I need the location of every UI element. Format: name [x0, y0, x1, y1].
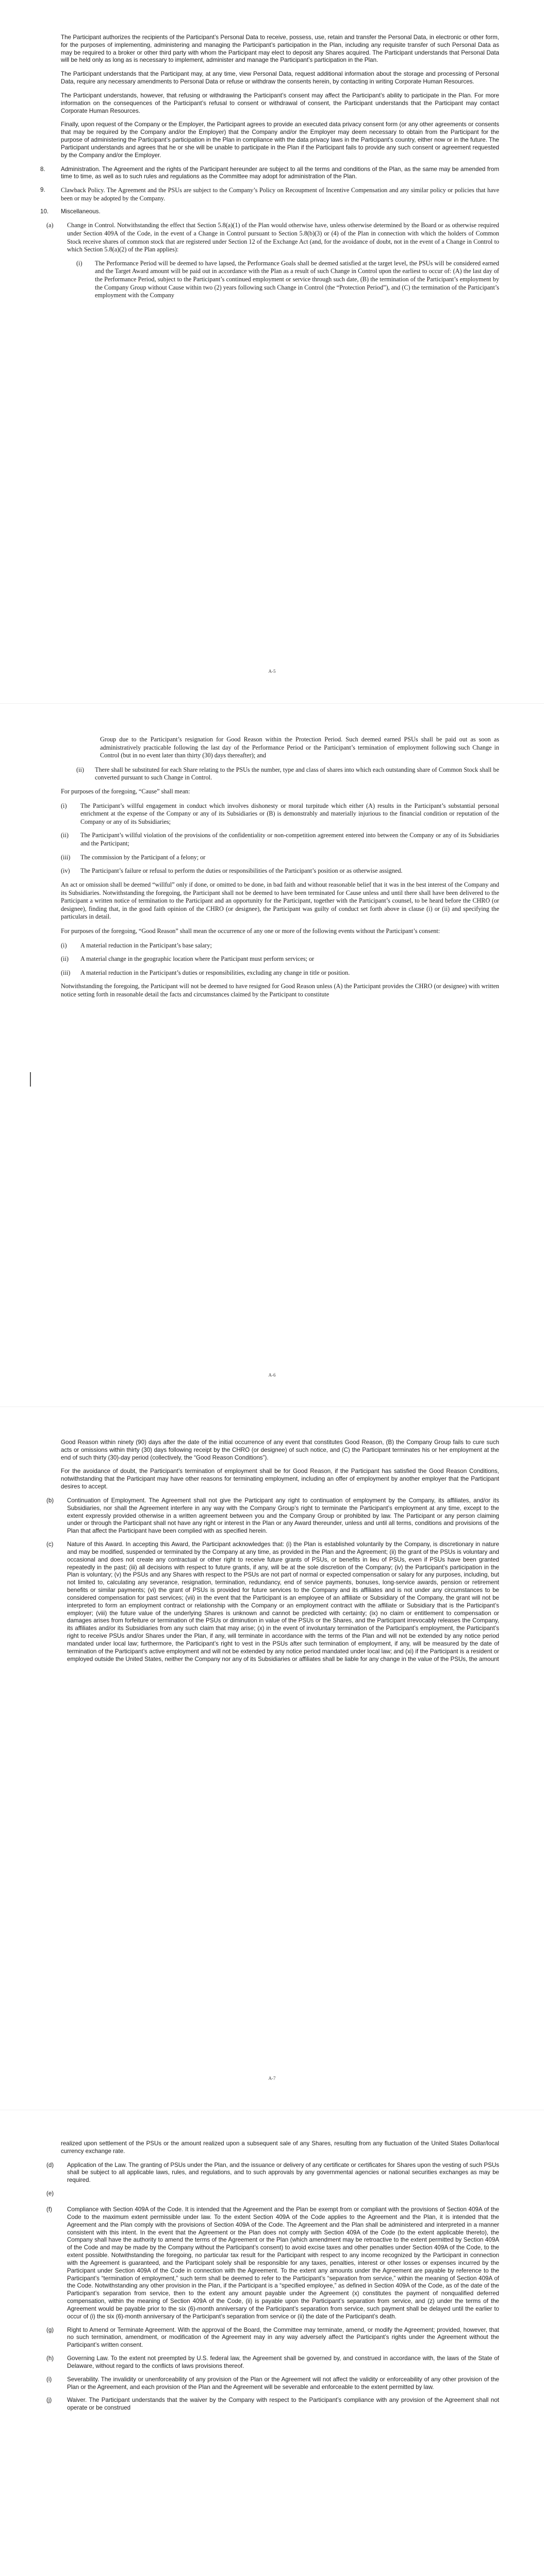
clause-a-ii — [40, 766, 499, 782]
clause-label: (j) — [46, 2397, 52, 2404]
clause-label: (i) — [46, 2376, 52, 2383]
clause-c-nature-of-award — [40, 1541, 499, 1663]
clause-c-continued: realized upon settlement of the PSUs or the amount realized upon a subsequent sale of any Shares, resulting from any fluctuation of the United States Dollar/local currency exchange rate. — [61, 2140, 499, 2155]
revision-change-bar — [30, 1072, 31, 1087]
clause-text: Governing Law. To the extent not preempted by U.S. federal law, the Agreement shall be governed by, and construed in accordance with, the laws of the State of Delaware, without regard to the conflicts of laws provisions thereof. — [67, 2355, 499, 2369]
clause-text: Compliance with Section 409A of the Code. It is intended that the Agreement and the Plan be exempt from or compliant with the provisions of Section 409A of the Code to the maximum extent permissible under law. To the extent Section 409A of the Code applies to the Agreement and the Plan, it is intended that the Agreement and the Plan comply with the provisions of Section 409A of the Code. The Agreement and the Plan shall be administered and interpreted in a manner consistent with this intent. In the event that the Agreement or the Plan does not comply with Section 409A of the Code (to the extent applicable thereto), the Company shall have the authority to amend the terms of the Agreement or the Plan (which amendment may be retroactive to the extent permitted by Section 409A of the Code and may be made by the Company without the Participant’s consent) to avoid excise taxes and other penalties under Section 409A of the Code, to the extent possible. Notwithstanding the foregoing, no particular tax result for the Participant with respect to any income recognized by the Participant in connection with the Agreement is guaranteed, and the Participant solely shall be responsible for any taxes, penalties, interest or other losses or expenses incurred by the Participant under Section 409A of the Code in connection with the Agreement. To the extent any amounts under the Agreement are payable by reference to the Participant’s “termination of employment,” such term shall be deemed to refer to the Participant’s “separation from service,” within the meaning of Section 409A of the Code. Notwithstanding any other provision in the Plan, if the Participant is a “specified employee,” as defined in Section 409A of the Code, as of the date of the Participant’s separation from service, then to the extent any amount payable under the Agreement (x) constitutes the payment of nonqualified deferred compensation, within the meaning of Section 409A of the Code, (ii) is payable upon the Participant’s separation from service, and (z) under the terms of the Agreement would be payable prior to the six (6)-month anniversary of the Participant’s separation from service, such payment shall be delayed until the earlier to occur of (i) the six (6)-month anniversary of the Participant’s separation from service or (ii) the date of the Participant’s death. — [67, 2206, 499, 2320]
clause-text: Change in Control. Notwithstanding the effect that Section 5.8(a)(1) of the Plan would otherwise have, unless otherwise determined by the Board or as otherwise required under Section 409A of the Code, in the event of a Change in Control pursuant to Section 5.8(b)(3) or (4) of the Plan in connection with which the holders of Common Stock receive shares of common stock that are registered under Section 12 of the Exchange Act (and, for the avoidance of doubt, not in the event of a Change in Control to which Section 5.8(a)(2) of the Plan applies): — [67, 222, 499, 253]
clause-f-section-409a — [40, 2206, 499, 2320]
item-label: (iii) — [61, 853, 71, 861]
good-reason-item-iii — [40, 969, 499, 977]
item-label: (iii) — [61, 969, 71, 976]
cause-definition-intro: For purposes of the foregoing, “Cause” shall mean: — [61, 788, 190, 795]
clause-label: (e) — [46, 2190, 54, 2197]
paragraph-data-privacy-form: Finally, upon request of the Company or the Employer, the Participant agrees to provide an executed data privacy consent form (or any other agreements or consents that may be required by the Company and/or the Employer) that the Company and/or the Employer may deem necessary to obtain from the Participant for the purpose of administering the Participant’s participation in the Plan in compliance with the data privacy laws in the Participant’s country, either now or in the future. The Participant understands and agrees that he or she will be unable to participate in the Plan if the Participant fails to provide any such consent or agreement requested by the Company and/or the Employer. — [61, 121, 499, 159]
section-number: 10. — [40, 208, 49, 215]
clause-label: (g) — [46, 2326, 54, 2333]
item-text: The Participant’s failure or refusal to perform the duties or responsibilities of the Participant’s position or as otherwise assigned. — [80, 867, 403, 875]
item-label: (i) — [61, 941, 67, 949]
good-reason-item-i — [40, 942, 499, 950]
item-text: A material change in the geographic location where the Participant must perform services; or — [80, 955, 315, 963]
page-number: A-5 — [268, 669, 276, 674]
item-label: (ii) — [61, 955, 69, 963]
clause-label: (f) — [46, 2206, 52, 2213]
clause-a-i-continued: Group due to the Participant’s resignation for Good Reason within the Protection Period. Such deemed earned PSUs shall be paid out as soon as administratively practicable following the last day of the Performance Period or the Participant’s termination of employment following such Change in Control (but in no event later than thirty (30) days thereafter); and — [100, 736, 499, 759]
document-page-a7 — [0, 1406, 544, 2110]
paragraph-view-personal-data: The Participant understands that the Participant may, at any time, view Personal Data, request additional information about the storage and processing of Personal Data, require any necessary amendments to Personal Data or refuse or withdraw the consents herein, by contacting in writing Corporate Human Resources. — [61, 71, 499, 86]
good-reason-continued: Good Reason within ninety (90) days after the date of the initial occurrence of any event that constitutes Good Reason, (B) the Company Group fails to cure such acts or omissions within thirty (30) days following receipt by the CHRO (or designee) of such notice, and (C) the Participant terminates his or her employment at the end of such thirty (30)-day period (collectively, the “Good Reason Conditions”). — [61, 1439, 499, 1461]
page-a6-body — [40, 736, 499, 1005]
item-label: (i) — [61, 802, 67, 809]
good-reason-avoidance-paragraph: For the avoidance of doubt, the Participant’s termination of employment shall be for Good Reason, if the Participant has satisfied the Good Reason Conditions, notwithstanding that the Participant may have other reasons for terminating employment, including an offer of employment by another employer that the Participant desires to accept. — [61, 1468, 499, 1490]
paragraph-consent-withdrawal: The Participant understands, however, that refusing or withdrawing the Participant’s consent may affect the Participant’s ability to participate in the Plan. For more information on the consequences of the Participant’s refusal to consent or withdrawal of consent, the Participant understands that the Participant may contact Corporate Human Resources. — [61, 92, 499, 114]
clause-label: (ii) — [76, 766, 84, 773]
clause-text: There shall be substituted for each Share relating to the PSUs the number, type and class of shares into which each outstanding share of Common Stock shall be converted pursuant to such Change in Control. — [95, 766, 499, 782]
clause-label: (c) — [46, 1541, 54, 1548]
good-reason-notice-paragraph: Notwithstanding the foregoing, the Participant will not be deemed to have resigned for Good Reason unless (A) the Participant provides the CHRO (or designee) with written notice setting forth in reasonable detail the facts and circumstances claimed by the Participant to constitute — [61, 982, 499, 998]
cause-item-iii — [40, 854, 499, 862]
clause-a-change-in-control — [40, 222, 499, 253]
clause-text: Continuation of Employment. The Agreement shall not give the Participant any right to continuation of employment by the Company, its affiliates, and/or its Subsidiaries, nor shall the Agreement interfere in any way with the Company Group’s right to terminate the Participant’s employment at any time, except to the extent expressly provided otherwise in a written agreement between you and the Company Group or prohibited by law. The Participant or any person claiming under or through the Participant shall not have any right or interest in the Plan or any Award thereunder, unless and until all terms, conditions and provisions of the Plan that affect the Participant have been complied with as specified herein. — [67, 1497, 499, 1535]
cause-item-ii — [40, 832, 499, 848]
clause-label: (d) — [46, 2161, 54, 2168]
document-page-a8 — [0, 2110, 544, 2576]
clause-j-waiver — [40, 2397, 499, 2412]
willful-definition: An act or omission shall be deemed “willful” only if done, or omitted to be done, in bad faith and without reasonable belief that it was in the best interest of the Company and its Subsidiaries. Notwithstanding the foregoing, the Participant shall not be deemed to have been terminated for Cause unless and until there shall have been delivered to the Participant a written notice of termination to the Participant and an opportunity for the Participant, together with the Participant’s counsel, to be heard before the CHRO (or designee), finding that, in the good faith opinion of the CHRO (or designee), the Participant was guilty of conduct set forth above in clause (i) or (ii) and specifying the particulars in detail. — [61, 880, 499, 921]
item-label: (iv) — [61, 867, 70, 875]
clause-b-continuation-of-employment — [40, 1497, 499, 1535]
item-text: A material reduction in the Participant’s base salary; — [80, 941, 212, 949]
good-reason-definition-intro: For purposes of the foregoing, “Good Reason” shall mean the occurrence of any one or more of the following events without the Participant’s consent: — [61, 927, 440, 935]
clause-text: Right to Amend or Terminate Agreement. With the approval of the Board, the Committee may terminate, amend, or modify the Agreement; provided, however, that no such termination, amendment, or modification of the Agreement may in any way adversely affect the Participant’s rights under the Agreement without the Participant’s written consent. — [67, 2326, 499, 2349]
clause-d-application-of-law — [40, 2162, 499, 2184]
document-page-a6 — [0, 703, 544, 1407]
item-text: The Participant’s willful engagement in conduct which involves dishonesty or moral turpitude which either (A) results in the Participant’s substantial personal enrichment at the expense of the Company or any of its Subsidiaries or (B) is demonstrably and materially injurious to the financial condition or reputation of the Company or any of its Subsidiaries; — [80, 802, 499, 825]
clause-h-governing-law — [40, 2355, 499, 2370]
section-title: Miscellaneous. — [61, 208, 101, 215]
section-10-miscellaneous — [40, 208, 499, 216]
clause-a-i — [40, 260, 499, 300]
clause-label: (h) — [46, 2355, 54, 2362]
page-a5-body — [40, 34, 499, 306]
clause-text: Severability. The invalidity or unenforceability of any provision of the Plan or the Agreement will not affect the validity or enforceability of any other provision of the Plan or the Agreement, and each provision of the Plan and the Agreement will be severable and enforceable to the extent permitted by law. — [67, 2376, 499, 2391]
item-text: A material reduction in the Participant’s duties or responsibilities, excluding any change in title or position. — [80, 969, 350, 976]
item-text: The commission by the Participant of a felony; or — [80, 853, 206, 861]
clause-label: (b) — [46, 1497, 54, 1504]
section-text: Administration. The Agreement and the rights of the Participant hereunder are subject to all the terms and conditions of the Plan, as the same may be amended from time to time, as well as to such rules and regulations as the Committee may adopt for administration of the Plan. — [61, 165, 499, 180]
clause-text: Application of the Law. The granting of PSUs under the Plan, and the issuance or delivery of any certificate or certificates for Shares upon the vesting of such PSUs shall be subject to all applicable laws, rules, and regulations, and to such approvals by any governmental agencies or national securities exchanges as may be required. — [67, 2161, 499, 2184]
clause-label: (i) — [76, 259, 83, 267]
clause-i-severability — [40, 2376, 499, 2392]
page-number: A-6 — [268, 1372, 276, 1378]
clause-label: (a) — [46, 222, 54, 229]
good-reason-item-ii — [40, 955, 499, 963]
cause-item-iv — [40, 867, 499, 875]
document-page-a5 — [0, 0, 544, 703]
clause-text: Nature of this Award. In accepting this Award, the Participant acknowledges that: (i) the Plan is established voluntarily by the Company, is discretionary in nature and may be modified, suspended or terminated by the Company at any time, as provided in the Plan and the Agreement; (ii) the grant of the PSUs is voluntary and occasional and does not create any contractual or other right to receive future grants of PSUs, or benefits in lieu of PSUs, even if PSUs have been granted repeatedly in the past; (iii) all decisions with respect to future grants, if any, will be at the sole discretion of the Company; (iv) the Participant’s participation in the Plan is voluntary; (v) the PSUs and any Shares with respect to the PSUs are not part of normal or expected compensation or salary for any purposes, including, but not limited to, calculating any severance, resignation, termination, redundancy, end of service payments, bonuses, long-service awards, pension or retirement benefits or similar payments; (vi) the grant of PSUs is provided for future services to the Company and its affiliates and is not under any circumstances to be considered compensation for past services; (vii) in the event that the Participant is an employee of an affiliate or Subsidiary of the Company, the grant will not be interpreted to form an employment contract or relationship with the Company or an employment contract with the affiliate or Subsidiary that is the Participant’s employer; (viii) the future value of the underlying Shares is unknown and cannot be predicted with certainty; (ix) no claim or entitlement to compensation or damages arises from forfeiture or termination of the PSUs or diminution in value of the PSUs or the Shares, and the Participant irrevocably releases the Company, its affiliates and/or its Subsidiaries from any such claim that may arise; (x) in the event of involuntary termination of the Participant’s employment, the Participant’s right to receive PSUs and/or Shares under the Plan, if any, will terminate in accordance with the terms of the Plan and will not be extended by any notice period mandated under local law; furthermore, the Participant’s right to vest in the PSUs after such termination of employment, if any, will be measured by the date of termination of the Participant’s active employment and will not be extended by any notice period mandated under local law; and (xi) if the Participant is a resident or employed outside the United States, neither the Company nor any of its Subsidiaries or affiliates shall be liable for any change in the value of the PSUs, the amount — [67, 1541, 499, 1663]
clause-text: Waiver. The Participant understands that the waiver by the Company with respect to the Participant’s compliance with any provision of the Agreement shall not operate or be construed — [67, 2397, 499, 2412]
section-8-administration — [40, 166, 499, 181]
item-label: (ii) — [61, 832, 69, 839]
section-number: 9. — [40, 187, 45, 194]
page-a8-body — [40, 2140, 499, 2418]
clause-g-right-to-amend — [40, 2327, 499, 2349]
section-9-clawback-policy — [40, 187, 499, 202]
clause-text: The Performance Period will be deemed to have lapsed, the Performance Goals shall be deemed satisfied at the target level, the PSUs will be considered earned and the Target Award amount will be paid out in accordance with the Plan as a result of such Change in Control upon the earliest to occur of: (A) the last day of the Performance Period, subject to the Participant’s continued employment or service through such date, (B) the termination of the Participant’s employment by the Company Group without Cause within two (2) years following such Change in Control (the “Protection Period”), and (C) the termination of the Participant’s employment with the Company — [95, 259, 499, 299]
item-text: The Participant’s willful violation of the provisions of the confidentiality or non-competition agreement entered into between the Company or any of its Subsidiaries and the Participant; — [80, 832, 499, 848]
paragraph-personal-data-authorization: The Participant authorizes the recipients of the Participant’s Personal Data to receive, possess, use, retain and transfer the Personal Data, in electronic or other form, for the purposes of implementing, administering and managing the Participant’s participation in the Plan, including any requisite transfer of such Personal Data as may be required to a broker or other third party with whom the Participant may elect to deposit any Shares acquired. The Participant understands that Personal Data will be held only as long as is necessary to implement, administer and manage the Participant’s participation in the Plan. — [61, 34, 499, 64]
section-text: Clawback Policy. The Agreement and the PSUs are subject to the Company’s Policy on Recoupment of Incentive Compensation and any similar policy or policies that have been or may be adopted by the Company. — [61, 187, 499, 202]
cause-item-i — [40, 802, 499, 826]
section-number: 8. — [40, 165, 45, 173]
clause-e — [40, 2190, 499, 2200]
page-a7-body — [40, 1439, 499, 1669]
page-number: A-7 — [268, 2076, 276, 2081]
